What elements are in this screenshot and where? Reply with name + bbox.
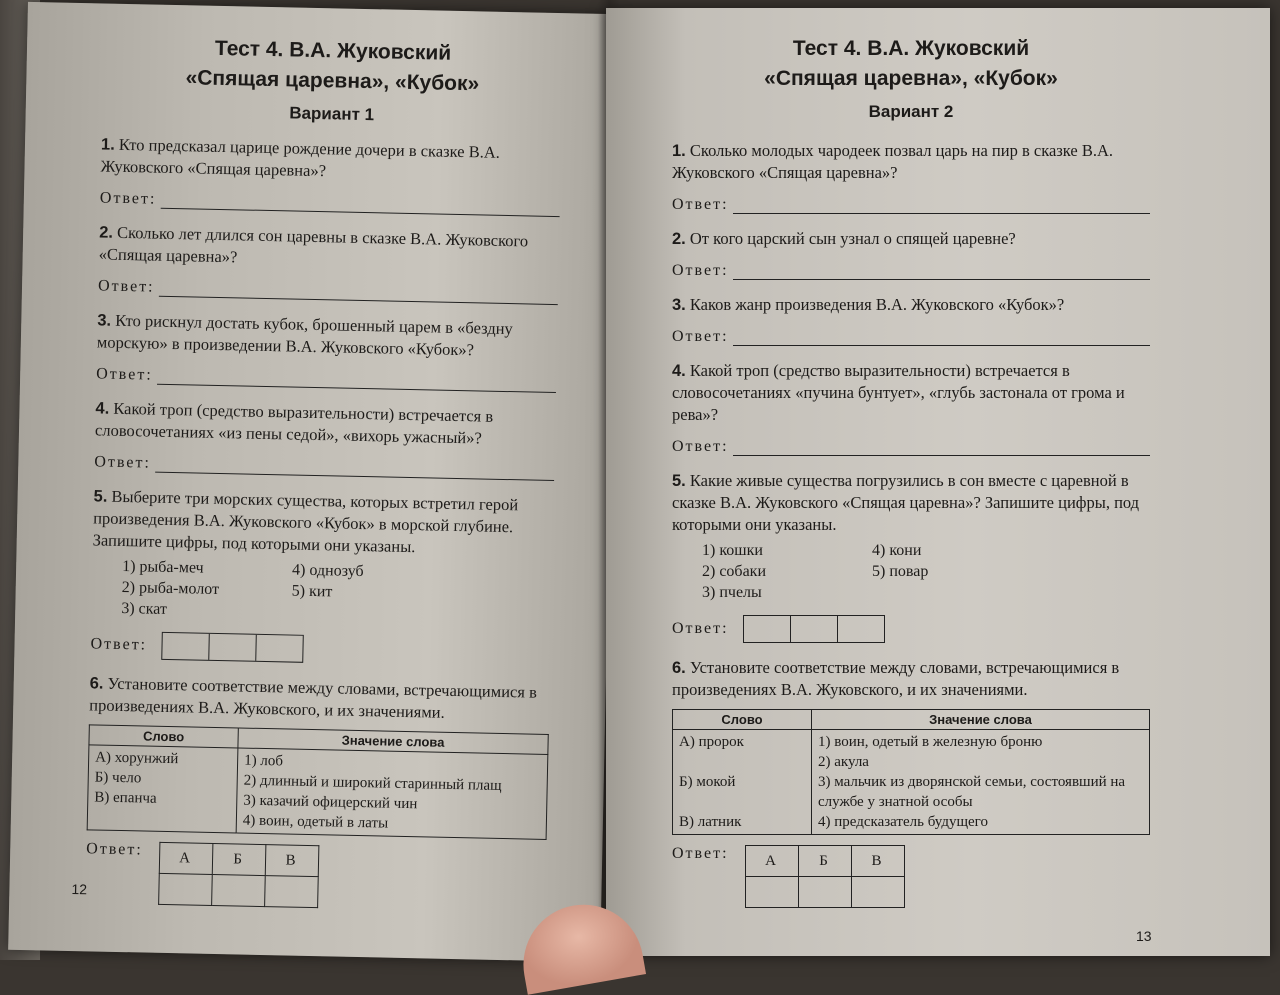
test-title: Тест 4. В.А. Жуковский <box>792 37 1030 60</box>
meaning-item: 2) длинный и широкий старинный плащ <box>243 772 502 794</box>
answer-box[interactable] <box>791 616 838 642</box>
grid-header: В <box>851 846 904 877</box>
option: 2) собаки <box>702 563 767 580</box>
option: 2) рыба-молот <box>121 578 220 599</box>
option: 4) однозуб <box>291 561 364 581</box>
answer-line-1[interactable]: Ответ: <box>100 189 560 217</box>
words-cell <box>87 745 238 833</box>
question-6: 6. Установите соответствие между словами, встречающимися в произведениях В.А. Жуковского, и их значениями. <box>672 658 1120 699</box>
answer-line-2[interactable]: Ответ: <box>98 277 558 305</box>
column-header-word: Слово <box>89 725 238 748</box>
question-5-options <box>702 540 1042 603</box>
option: 1) рыба-меч <box>122 558 204 577</box>
meaning-item: 2) акула <box>818 754 869 770</box>
option: 5) кит <box>291 582 333 601</box>
word-item: В) латник <box>679 814 742 830</box>
grid-cell[interactable] <box>745 877 798 908</box>
grid-cell[interactable] <box>264 876 318 908</box>
answer-box[interactable] <box>209 634 257 661</box>
right-page <box>606 8 1270 956</box>
question-3: 3. Кто рискнул достать кубок, брошенный царем в «бездну морскую» в произведении В.А. Жуковского «Кубок»? <box>96 310 513 360</box>
option: 1) кошки <box>702 542 763 559</box>
question-1: 1. Кто предсказал царице рождение дочери в сказке В.А. Жуковского «Спящая царевна»? <box>100 134 501 181</box>
meaning-item: 1) лоб <box>243 752 284 770</box>
question-5: 5. Какие живые существа погрузились в сон вместе с царевной в сказке В.А. Жуковского «Спящая царевна»? Запишите цифры, под которыми они указаны. <box>672 471 1140 534</box>
word-item: А) пророк <box>679 734 744 750</box>
grid-header: Б <box>212 843 266 875</box>
variant-title: Вариант 1 <box>289 103 375 125</box>
option <box>291 602 461 627</box>
grid-header: Б <box>798 846 851 877</box>
page-number: 13 <box>1136 928 1152 944</box>
test-subtitle: «Спящая царевна», «Кубок» <box>185 66 480 96</box>
grid-cell[interactable] <box>211 874 265 906</box>
answer-box[interactable] <box>162 633 210 660</box>
word-item: В) епанча <box>94 789 157 807</box>
question-4: 4. Какой троп (средство выразительности) встречается в словосочетаниях «из пены седой», «вихорь ужасный»? <box>94 398 494 448</box>
answer-box[interactable] <box>838 616 884 642</box>
matching-table <box>87 724 549 840</box>
answer-line-4[interactable]: Ответ: <box>94 453 554 481</box>
question-3: 3. Каков жанр произведения В.А. Жуковского «Кубок»? <box>672 295 1065 314</box>
question-6: 6. Установите соответствие между словами, встречающимися в произведениях В.А. Жуковского, и их значениями. <box>89 673 538 722</box>
variant-title: Вариант 2 <box>868 102 954 121</box>
meaning-item: 1) воин, одетый в железную броню <box>818 734 1043 750</box>
meanings-cell <box>812 730 1150 835</box>
answer-grid <box>158 842 319 908</box>
question-4: 4. Какой троп (средство выразительности) встречается в словосочетаниях «пучина бунтует», «глубь застонала от грома и рева»? <box>672 361 1125 424</box>
answer-line-3[interactable]: Ответ: <box>96 365 556 393</box>
answer-line-2[interactable]: Ответ: <box>672 262 1150 280</box>
page-number: 12 <box>71 881 88 898</box>
grid-header: В <box>265 845 319 877</box>
answer-grid-6: Ответ: А Б В <box>672 845 1150 908</box>
test-subtitle: «Спящая царевна», «Кубок» <box>764 67 1058 90</box>
grid-header: А <box>159 842 213 874</box>
answer-grid <box>745 845 905 908</box>
word-item: Б) чело <box>94 769 142 787</box>
option: 3) скат <box>121 599 168 618</box>
words-cell <box>673 730 812 835</box>
word-item: А) хорунжий <box>95 749 179 768</box>
column-header-word: Слово <box>673 710 812 730</box>
answer-line-3[interactable]: Ответ: <box>672 328 1150 346</box>
grid-cell[interactable] <box>798 877 851 908</box>
question-1: 1. Сколько молодых чародеек позвал царь на пир в сказке В.А. Жуковского «Спящая царевна»? <box>672 141 1114 182</box>
meaning-item: 4) воин, одетый в латы <box>242 812 389 832</box>
meanings-cell <box>236 748 548 839</box>
question-2: 2. Сколько лет длился сон царевны в сказке В.А. Жуковского «Спящая царевна»? <box>98 222 529 267</box>
column-header-meaning: Значение слова <box>238 728 548 754</box>
answer-line-1[interactable]: Ответ: <box>672 196 1150 214</box>
test-title: Тест 4. В.А. Жуковский <box>214 36 452 65</box>
answer-line-4[interactable]: Ответ: <box>672 438 1150 456</box>
question-5: 5. Выберите три морских существа, которых встретил герой произведения В.А. Жуковского «Кубок» в морской глубине. Запишите цифры, под которыми они указаны. <box>92 486 519 557</box>
answer-box[interactable] <box>256 635 303 662</box>
left-page <box>8 2 620 962</box>
matching-table <box>672 709 1150 835</box>
meaning-item: 3) мальчик из дворянской семьи, состоявший на службе у знатной особы <box>818 774 1126 810</box>
answer-box[interactable] <box>744 616 791 642</box>
word-item: Б) мокой <box>679 774 736 790</box>
option: 3) пчелы <box>702 584 762 601</box>
answer-boxes-5: Ответ: <box>90 630 550 668</box>
question-2: 2. От кого царский сын узнал о спящей царевне? <box>672 229 1016 248</box>
option: 4) кони <box>872 542 922 559</box>
column-header-meaning: Значение слова <box>812 710 1150 730</box>
meaning-item: 3) казачий офицерский чин <box>243 792 418 813</box>
option: 5) повар <box>872 563 929 580</box>
option <box>872 582 1042 603</box>
answer-boxes-5: Ответ: <box>672 615 1150 643</box>
grid-cell[interactable] <box>158 873 212 905</box>
answer-grid-6: Ответ: А Б В <box>85 840 546 913</box>
meaning-item: 4) предсказатель будущего <box>818 814 988 830</box>
grid-header: А <box>745 846 798 877</box>
question-5-options <box>121 556 462 626</box>
grid-cell[interactable] <box>851 877 904 908</box>
